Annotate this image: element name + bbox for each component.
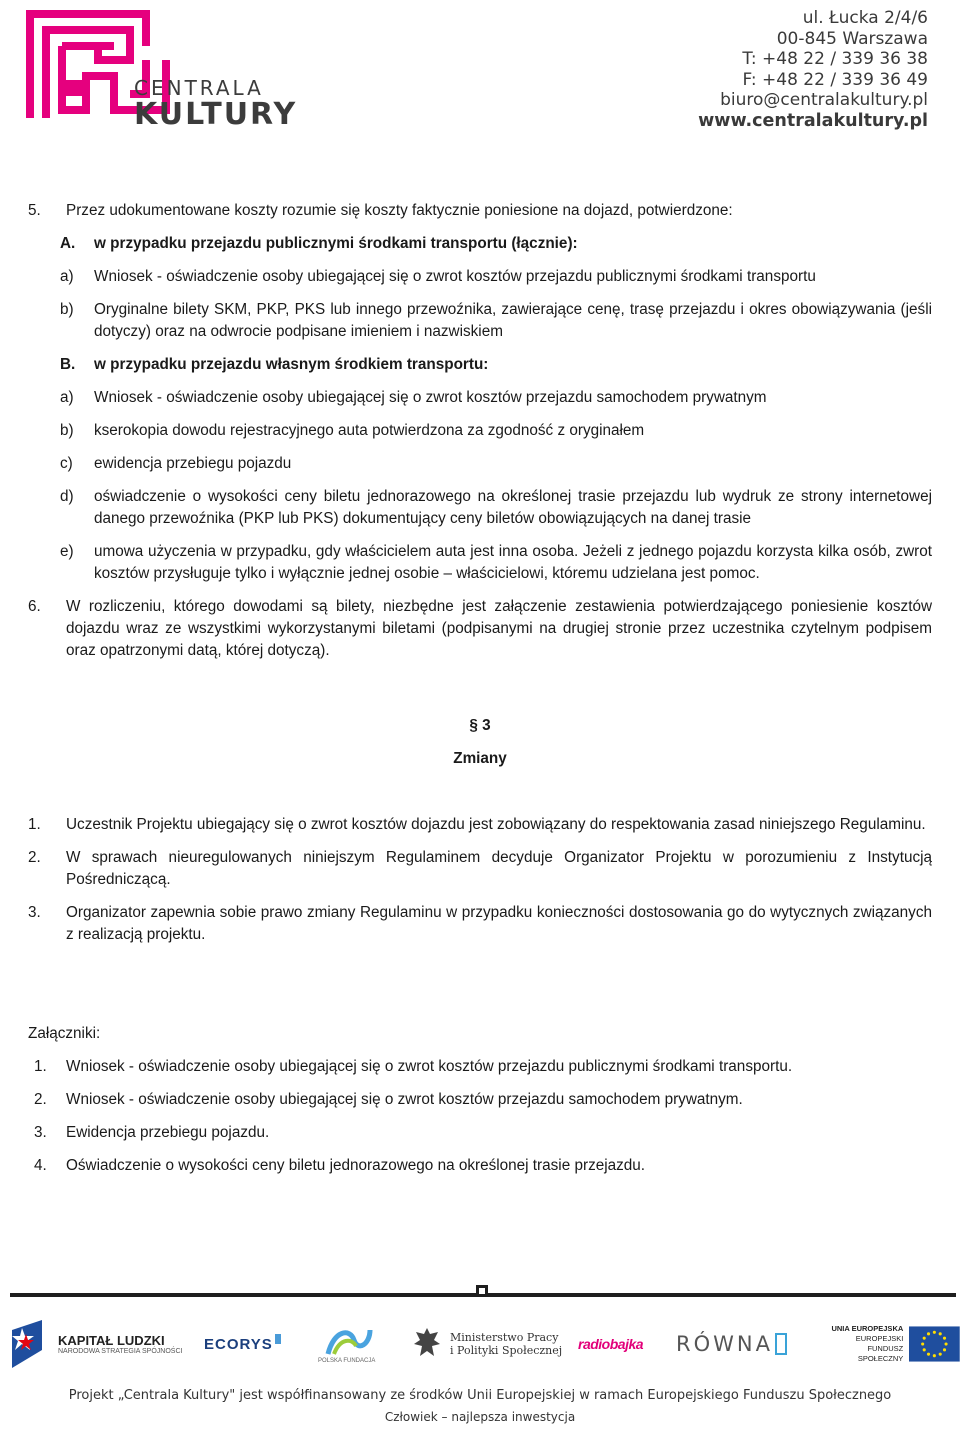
section-5 — [28, 200, 932, 222]
rowna-logo — [676, 1318, 787, 1370]
radiobajka-text: radiobajka — [578, 1336, 644, 1352]
polska-fundacja-logo — [318, 1318, 375, 1370]
section-6-number: 6. — [28, 598, 41, 615]
list-item-label: d) — [60, 488, 74, 505]
address-street: ul. Łucka 2/4/6 — [802, 8, 928, 28]
section-6-text: W rozliczeniu, którego dowodami są bilety, niezbędne jest załączenie zestawienia potwierdzającego poniesienie kosztów dojazdu wraz ze wszystkimi wykorzystanymi biletami (podpisanymi na drugiej stronie przez uczestnika czytelnym podpisem oraz opatrzonymi datą, której dotyczą). — [66, 598, 932, 659]
attachments-title: Załączniki: — [28, 1025, 101, 1042]
footer-slogan: Człowiek – najlepsza inwestycja — [384, 1410, 576, 1424]
list-item-text: Wniosek - oświadczenie osoby ubiegającej się o zwrot kosztów przejazdu samochodem prywatnym — [94, 389, 767, 406]
footer-cofinancing-text: Projekt „Centrala Kultury" jest współfinansowany ze środków Unii Europejskiej w ramach Europejskiego Funduszu Społecznego — [68, 1388, 892, 1403]
list-item-text: kserokopia dowodu rejestracyjnego auta potwierdzona za zgodność z oryginałem — [94, 422, 645, 439]
subsection-b-label: B. — [60, 356, 76, 373]
list-item-text: Ewidencja przebiegu pojazdu. — [66, 1124, 270, 1141]
logo-wordmark — [134, 78, 297, 130]
list-item-text: Oświadczenie o wysokości ceny biletu jednorazowego na określonej trasie przejazdu. — [66, 1157, 646, 1174]
list-item — [28, 486, 932, 530]
ecorys-text: ECORYS — [204, 1335, 273, 1353]
ecorys-logo — [204, 1318, 281, 1370]
section-5-number: 5. — [28, 202, 41, 219]
list-item-number: 3. — [34, 1124, 47, 1141]
ue-efs-logo — [822, 1318, 960, 1370]
kapital-ludzki-subtitle: NARODOWA STRATEGIA SPÓJNOŚCI — [58, 1348, 183, 1355]
section-5-text: Przez udokumentowane koszty rozumie się koszty faktycznie poniesione na dojazd, potwierdzone: — [66, 202, 733, 219]
list-item-text: umowa użyczenia w przypadku, gdy właścicielem auta jest inna osoba. Jeżeli z jednego pojazdu korzysta kilka osób, zwrot kosztów przysługuje tylko i wyłącznie jednej osobie – właścicielowi, któremu udzielana jest pomoc. — [94, 543, 932, 582]
logo-line-centrala: CENTRALA — [134, 76, 264, 100]
paragraph-sign: § 3 — [469, 717, 491, 734]
address-website[interactable]: www.centralakultury.pl — [698, 110, 928, 131]
ue-line2: EUROPEJSKI — [855, 1334, 904, 1343]
list-item — [28, 847, 932, 891]
list-item-number: 1. — [34, 1058, 47, 1075]
list-item-label: a) — [60, 389, 74, 406]
kapital-ludzki-logo — [12, 1318, 182, 1370]
list-item-text: Uczestnik Projektu ubiegający się o zwrot kosztów dojazdu jest zobowiązany do respektowania zasad niniejszego Regulaminu. — [66, 816, 926, 833]
eu-flag-icon — [909, 1326, 960, 1362]
list-item-text: Wniosek - oświadczenie osoby ubiegającej się o zwrot kosztów przejazdu publicznymi środkami transportu. — [66, 1058, 793, 1075]
list-item-text: ewidencja przebiegu pojazdu — [94, 455, 292, 472]
list-item — [28, 299, 932, 343]
header-address — [698, 8, 928, 131]
ministerstwo-logo — [412, 1318, 562, 1370]
list-item-label: b) — [60, 301, 74, 318]
subsection-b-title: w przypadku przejazdu własnym środkiem transportu: — [94, 356, 489, 373]
list-item-text: Organizator zapewnia sobie prawo zmiany Regulaminu w przypadku konieczności dostosowania go do wytycznych związanych z realizacją projektu. — [66, 904, 932, 943]
address-fax: F: +48 22 / 339 36 49 — [742, 69, 928, 90]
ecorys-accent-icon — [275, 1334, 281, 1344]
address-phone: T: +48 22 / 339 36 38 — [742, 49, 928, 69]
ministerstwo-line1: Ministerstwo Pracy — [450, 1331, 559, 1344]
list-item-number: 4. — [34, 1157, 47, 1174]
list-item — [28, 420, 932, 442]
address-city: 00-845 Warszawa — [776, 28, 928, 49]
list-item-text: Wniosek - oświadczenie osoby ubiegającej się o zwrot kosztów przejazdu samochodem prywatnym. — [66, 1091, 743, 1108]
list-item-number: 3. — [28, 904, 41, 921]
list-item — [28, 541, 932, 585]
list-item — [28, 266, 932, 288]
list-item — [28, 387, 932, 409]
list-item-text: oświadczenie o wysokości ceny biletu jednorazowego na określonej trasie przejazdu lub wydruk ze strony internetowej danego przewoźnika (PKP lub PKS) dokumentujący ceny biletów obowiązujących na danej trasie — [94, 488, 932, 527]
attachment-item — [28, 1056, 932, 1078]
polska-fundacja-text: POLSKA FUNDACJA — [318, 1358, 376, 1364]
attachment-item — [28, 1089, 932, 1111]
rowna-text: RÓWNA — [676, 1332, 773, 1356]
list-item-text: Oryginalne bilety SKM, PKP, PKS lub innego przewoźnika, zawierające cenę, trasę przejazdu i okres obowiązywania (jeśli dotyczy) oraz na odwrocie podpisane imieniem i nazwiskiem — [94, 301, 932, 340]
list-item — [28, 453, 932, 475]
ue-line3: FUNDUSZ SPOŁECZNY — [857, 1344, 904, 1363]
kapital-ludzki-title: KAPITAŁ LUDZKI — [58, 1333, 165, 1348]
subsection-b-heading — [28, 354, 932, 376]
subsection-a-label: A. — [60, 235, 76, 252]
address-email[interactable]: biuro@centralakultury.pl — [720, 90, 928, 110]
footer-divider-square — [476, 1285, 488, 1297]
list-item-text: Wniosek - oświadczenie osoby ubiegającej się o zwrot kosztów przejazdu publicznymi środkami transportu — [94, 268, 816, 285]
list-item-text: W sprawach nieuregulowanych niniejszym Regulaminem decyduje Organizator Projektu w porozumieniu z Instytucją Pośredniczącą. — [66, 849, 932, 888]
list-item-label: e) — [60, 543, 74, 560]
kapital-ludzki-star-icon — [12, 1320, 50, 1368]
list-item-number: 1. — [28, 816, 41, 833]
subsection-a-heading — [28, 233, 932, 255]
attachment-item — [28, 1122, 932, 1144]
attachment-item — [28, 1155, 932, 1177]
list-item-label: c) — [60, 455, 73, 472]
logo-line-kultury: KULTURY — [134, 97, 298, 132]
list-item-label: b) — [60, 422, 74, 439]
list-item — [28, 902, 932, 946]
document-body — [28, 200, 932, 1188]
rowna-accent-icon — [775, 1333, 787, 1355]
radiobajka-logo — [578, 1318, 643, 1370]
eagle-emblem-icon — [412, 1324, 442, 1364]
list-item — [28, 814, 932, 836]
ministerstwo-line2: i Polityki Społecznej — [450, 1344, 563, 1357]
fundacja-swirl-icon — [320, 1324, 374, 1358]
section-6 — [28, 596, 932, 662]
list-item-label: a) — [60, 268, 74, 285]
footer-logos — [0, 1318, 960, 1370]
paragraph-title: Zmiany — [453, 750, 507, 767]
ue-line1: UNIA EUROPEJSKA — [831, 1324, 904, 1333]
subsection-a-title: w przypadku przejazdu publicznymi środkami transportu (łącznie): — [94, 235, 578, 252]
list-item-number: 2. — [34, 1091, 47, 1108]
list-item-number: 2. — [28, 849, 41, 866]
